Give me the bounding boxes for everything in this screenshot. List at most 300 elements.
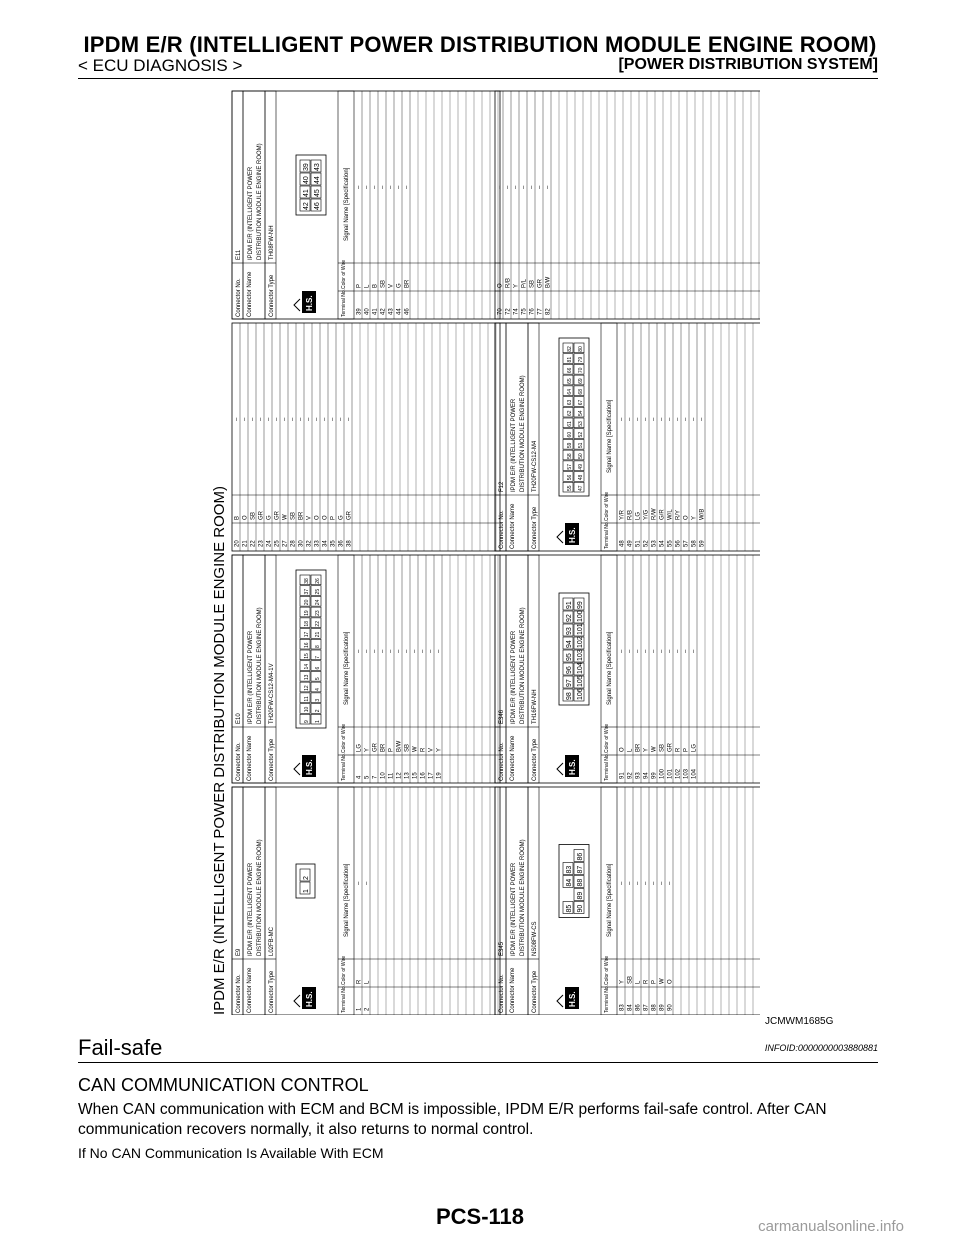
signal-name: – [627, 881, 634, 885]
signal-name: – [404, 649, 411, 653]
signal-name: – [497, 185, 504, 189]
pin-number: 88 [577, 878, 584, 887]
terminal-number: 24 [266, 540, 273, 547]
signal-header: Signal Name [Specification] [344, 631, 350, 705]
wire-color: Y/R [619, 509, 626, 520]
wire-color: L [364, 980, 371, 984]
pin-number: 59 [567, 442, 573, 449]
wire-color: SB [380, 279, 387, 288]
terminal-number: 104 [691, 768, 698, 779]
pin-number: 99 [577, 601, 584, 609]
wire-color: GR [274, 511, 281, 520]
wire-color: Y [691, 515, 698, 520]
connector-name: DISTRIBUTION MODULE ENGINE ROOM) [520, 839, 526, 956]
terminal-number: 15 [412, 772, 419, 779]
pin-number: 51 [578, 442, 584, 449]
wire-color: G/R [659, 509, 666, 520]
signal-name: – [388, 649, 395, 653]
pin-number: 92 [566, 614, 573, 622]
wire-color: BR [635, 743, 642, 752]
connector-field-label: Connector Type [532, 506, 538, 549]
terminal-header: Terminal No. [341, 288, 347, 317]
connector-field-label: Connector No. [499, 974, 505, 1013]
terminal-number: 92 [627, 772, 634, 779]
connector-field-label: Connector Name [510, 503, 516, 549]
signal-header: Signal Name [Specification] [344, 863, 350, 937]
terminal-number: 20 [234, 540, 241, 547]
wire-color: LG [691, 743, 698, 752]
signal-name: – [659, 881, 666, 885]
wire-color: SB [250, 511, 257, 520]
connector-field-label: Connector No. [236, 278, 242, 317]
pin-number: 3 [315, 698, 321, 702]
signal-name: – [356, 881, 363, 885]
signal-header: Signal Name [Specification] [607, 399, 613, 473]
pin-number: 9 [304, 720, 310, 723]
terminal-number: 28 [290, 540, 297, 547]
wire-color: O [497, 283, 504, 288]
wire-color: L [364, 284, 371, 288]
wire-color: W [651, 746, 658, 752]
wire-color: BR [298, 511, 305, 520]
pin-number: 97 [566, 679, 573, 687]
section-title: Fail-safe [78, 1035, 163, 1060]
connector-name: IPDM E/R (INTELLIGENT POWER [248, 166, 254, 260]
connector-type: TH20FW-CS12-M4 [532, 440, 538, 492]
connector-panel-f12 [495, 91, 760, 319]
connector-name: IPDM E/R (INTELLIGENT POWER [511, 862, 517, 956]
pin-number: 96 [566, 666, 573, 674]
pin-number: 105 [577, 675, 584, 687]
pin-number: 100 [577, 610, 584, 622]
terminal-number: 27 [282, 540, 289, 547]
signal-header: Signal Name [Specification] [607, 863, 613, 937]
terminal-number: 30 [298, 540, 305, 547]
pin-number: 24 [315, 599, 321, 606]
signal-name: – [651, 649, 658, 653]
wire-color: W/B [699, 508, 706, 520]
wire-color: V [306, 515, 313, 520]
terminal-number: 46 [404, 308, 411, 315]
connector-name: DISTRIBUTION MODULE ENGINE ROOM) [257, 839, 263, 956]
wire-color: SB [404, 743, 411, 752]
signal-name: – [388, 185, 395, 189]
signal-name: – [643, 649, 650, 653]
hs-badge-icon [294, 755, 316, 777]
terminal-number: 10 [380, 772, 387, 779]
connector-type: NS08FW-CS [532, 921, 538, 956]
terminal-header: Terminal No. [341, 984, 347, 1013]
wire-color: W [659, 978, 666, 984]
signal-name: – [436, 649, 443, 653]
hs-label: H.S. [568, 527, 577, 543]
wire-color: P [330, 515, 337, 520]
hs-label: H.S. [305, 759, 314, 775]
pin-number: 61 [567, 421, 573, 427]
connector-type: L02FB-MC [269, 926, 275, 956]
hs-badge-icon [557, 523, 579, 545]
terminal-number: 2 [364, 1007, 371, 1011]
pin-number: 16 [304, 642, 310, 648]
wire-color: R [420, 747, 427, 752]
wire-color: SB [627, 975, 634, 984]
signal-name: – [338, 417, 345, 421]
connector-field-label: Connector Type [269, 970, 275, 1013]
pin-number: 69 [578, 378, 584, 384]
condition-heading: If No CAN Communication Is Available With ECM [78, 1145, 384, 1161]
connector-name: IPDM E/R (INTELLIGENT POWER [511, 398, 517, 492]
pin-number: 58 [567, 453, 573, 459]
terminal-number: 39 [356, 308, 363, 315]
signal-name: – [404, 185, 411, 189]
wire-color: R/W [651, 508, 658, 520]
connector-field-label: Connector Type [269, 274, 275, 317]
signal-name: – [667, 417, 674, 421]
wire-color: GR [346, 511, 353, 520]
terminal-number: 12 [396, 772, 403, 779]
pin-number: 98 [566, 692, 573, 700]
signal-name: – [537, 185, 544, 189]
pin-number: 19 [304, 610, 310, 616]
color-header: Color of Wire [341, 723, 347, 753]
terminal-number: 25 [274, 540, 281, 547]
signal-name: – [513, 185, 520, 189]
hs-badge-icon [294, 987, 316, 1009]
section-divider [78, 1062, 878, 1063]
signal-name: – [683, 417, 690, 421]
terminal-number: 87 [643, 1004, 650, 1011]
pin-number: 2 [303, 876, 310, 880]
wire-color: BR [404, 279, 411, 288]
wire-color: G [338, 515, 345, 520]
pin-number: 17 [304, 631, 310, 638]
terminal-number: 36 [338, 540, 345, 547]
terminal-number: 94 [643, 772, 650, 779]
pin-number: 50 [578, 453, 584, 459]
signal-name: – [234, 417, 241, 421]
wire-color: L [627, 748, 634, 752]
hs-badge-icon [294, 291, 316, 313]
terminal-number: 93 [635, 772, 642, 779]
wire-color: LG [356, 743, 363, 752]
terminal-number: 5 [364, 775, 371, 779]
pin-number: 101 [577, 623, 584, 635]
pin-number: 21 [315, 631, 321, 638]
connector-field-label: Connector No. [236, 974, 242, 1013]
wire-color: G [396, 283, 403, 288]
header-divider [78, 78, 878, 79]
pin-number: 65 [567, 378, 573, 384]
pin-number: 1 [303, 889, 310, 893]
signal-name: – [699, 417, 706, 421]
terminal-number: 100 [659, 768, 666, 779]
signal-name: – [521, 185, 528, 189]
terminal-number: 86 [635, 1004, 642, 1011]
terminal-number: 52 [643, 540, 650, 547]
pin-number: 89 [577, 891, 584, 900]
hs-label: H.S. [305, 295, 314, 311]
terminal-number: 40 [364, 308, 371, 315]
pin-number: 93 [566, 627, 573, 635]
signal-name: – [322, 417, 329, 421]
signal-name: – [529, 185, 536, 189]
signal-name: – [675, 649, 682, 653]
wire-color: BR [380, 743, 387, 752]
connector-number: F12 [499, 481, 505, 492]
terminal-number: 19 [436, 772, 443, 779]
terminal-number: 82 [545, 308, 552, 315]
wire-color: P [683, 747, 690, 752]
wire-color: Y [436, 747, 443, 752]
terminal-header: Terminal No. [604, 984, 610, 1013]
connector-number: E9 [236, 948, 242, 956]
pin-number: 87 [577, 865, 584, 874]
terminal-number: 49 [627, 540, 634, 547]
hs-badge-icon [557, 755, 579, 777]
pin-number: 48 [578, 474, 584, 481]
connector-field-label: Connector Name [247, 735, 253, 781]
signal-name: – [298, 417, 305, 421]
hs-label: H.S. [568, 759, 577, 775]
color-header: Color of Wire [341, 955, 347, 985]
pin-number: 14 [304, 663, 310, 670]
signal-header: Signal Name [Specification] [344, 167, 350, 241]
pin-number: 53 [578, 421, 584, 427]
signal-header: Signal Name [Specification] [607, 631, 613, 705]
pin-number: 103 [577, 649, 584, 661]
signal-name: – [635, 881, 642, 885]
pin-number: 42 [303, 202, 310, 210]
signal-name: – [250, 417, 257, 421]
pin-number: 56 [567, 474, 573, 481]
footer-watermark: carmanualsonline.info [758, 1218, 904, 1235]
wire-color: SB [290, 511, 297, 520]
terminal-number: 17 [428, 772, 435, 779]
terminal-number: 21 [242, 540, 249, 547]
connector-type: TH08FW-NH [269, 225, 275, 260]
terminal-number: 54 [659, 540, 666, 547]
signal-name: – [627, 649, 634, 653]
pin-number: 20 [304, 599, 310, 606]
wire-color: O [322, 515, 329, 520]
wire-color: V [388, 283, 395, 288]
terminal-number: 41 [372, 308, 379, 315]
signal-name: – [396, 185, 403, 189]
wire-color: B/W [396, 740, 403, 752]
signal-name: – [372, 185, 379, 189]
pin-number: 62 [567, 410, 573, 416]
connector-name: IPDM E/R (INTELLIGENT POWER [248, 862, 254, 956]
pin-number: 23 [315, 610, 321, 616]
terminal-number: 42 [380, 308, 387, 315]
connector-name: IPDM E/R (INTELLIGENT POWER [511, 630, 517, 724]
signal-name: – [619, 881, 626, 885]
pin-number: 12 [304, 685, 310, 691]
connector-panel-e9 [232, 787, 500, 1015]
pin-number: 1 [315, 720, 321, 723]
connector-field-label: Connector Name [247, 271, 253, 317]
wire-color: G [266, 515, 273, 520]
connector-name: DISTRIBUTION MODULE ENGINE ROOM) [520, 607, 526, 724]
signal-name: – [364, 649, 371, 653]
signal-name: – [545, 185, 552, 189]
pin-number: 79 [578, 356, 584, 363]
signal-name: – [691, 649, 698, 653]
terminal-number: 48 [619, 540, 626, 547]
signal-name: – [380, 649, 387, 653]
pin-number: 11 [304, 696, 310, 702]
signal-name: – [627, 417, 634, 421]
signal-name: – [619, 417, 626, 421]
connector-panel-e346 [495, 555, 760, 783]
signal-name: – [428, 649, 435, 653]
pin-number: 6 [315, 666, 321, 670]
terminal-number: 38 [346, 540, 353, 547]
signal-name: – [356, 649, 363, 653]
signal-name: – [643, 881, 650, 885]
pin-number: 5 [315, 677, 321, 681]
signal-name: – [356, 185, 363, 189]
wire-color: V [428, 747, 435, 752]
wire-color: R/B [627, 509, 634, 520]
wire-color: R [675, 747, 682, 752]
terminal-number: 33 [314, 540, 321, 547]
signal-name: – [505, 185, 512, 189]
signal-name: – [330, 417, 337, 421]
signal-name: – [372, 649, 379, 653]
pin-number: 60 [567, 431, 573, 438]
signal-name: – [282, 417, 289, 421]
pin-number: 10 [304, 706, 310, 713]
pin-number: 63 [567, 399, 573, 406]
signal-name: – [306, 417, 313, 421]
pin-number: 40 [303, 176, 310, 184]
page-title: IPDM E/R (INTELLIGENT POWER DISTRIBUTION MODULE ENGINE ROOM) [83, 32, 877, 57]
pin-number: 86 [577, 852, 584, 861]
pin-number: 41 [303, 189, 310, 197]
pin-number: 83 [566, 865, 573, 874]
terminal-number: 83 [619, 1004, 626, 1011]
signal-name: – [412, 649, 419, 653]
pin-number: 8 [315, 645, 321, 648]
signal-name: – [651, 417, 658, 421]
wire-color: P [356, 283, 363, 288]
wire-color: Y [619, 979, 626, 984]
terminal-number: 23 [258, 540, 265, 547]
wire-color: O [683, 515, 690, 520]
wire-color: Y [364, 747, 371, 752]
color-header: Color of Wire [604, 491, 610, 521]
terminal-number: 22 [250, 540, 257, 547]
signal-name: – [651, 881, 658, 885]
wire-color: R [643, 979, 650, 984]
terminal-number: 32 [306, 540, 313, 547]
pin-number: 26 [315, 578, 321, 584]
pin-number: 38 [304, 578, 310, 584]
signal-name: – [667, 881, 674, 885]
terminal-number: 75 [521, 308, 528, 315]
terminal-number: 57 [683, 540, 690, 547]
pin-number: 7 [315, 655, 321, 659]
wire-color: GR [372, 743, 379, 752]
pin-number: 106 [577, 688, 584, 700]
wire-color: Y/G [643, 509, 650, 520]
description-paragraph: When CAN communication with ECM and BCM is impossible, IPDM E/R performs fail-safe control. After CAN communication recovers normally, it also returns to normal control. [78, 1101, 827, 1138]
pin-number: 102 [577, 636, 584, 648]
pin-number: 47 [578, 485, 584, 491]
terminal-number: 16 [420, 772, 427, 779]
hs-label: H.S. [305, 991, 314, 1007]
signal-name: – [635, 417, 642, 421]
pin-number: 80 [578, 346, 584, 352]
connector-panel-e11 [232, 91, 500, 319]
wire-color: GR [667, 743, 674, 752]
pin-number: 4 [315, 688, 321, 691]
wire-color: B/W [545, 276, 552, 288]
pin-number: 81 [567, 356, 573, 363]
connector-panel-f12 [495, 323, 760, 551]
connector-field-label: Connector Name [247, 967, 253, 1013]
pin-number: 67 [578, 399, 584, 406]
pin-number: 57 [567, 464, 573, 470]
pin-number: 52 [578, 431, 584, 438]
pin-number: 68 [578, 389, 584, 395]
signal-name: – [290, 417, 297, 421]
signal-name: – [242, 417, 249, 421]
system-label: [POWER DISTRIBUTION SYSTEM] [618, 56, 878, 73]
info-id: INFOID:0000000003880881 [764, 1043, 878, 1053]
pin-number: 13 [304, 674, 310, 681]
connector-field-label: Connector No. [499, 510, 505, 549]
connector-panel-e10 [232, 323, 500, 551]
signal-name: – [380, 185, 387, 189]
color-header: Color of Wire [604, 723, 610, 753]
wire-color: R/B [505, 277, 512, 288]
connector-number: E11 [236, 249, 242, 260]
signal-name: – [346, 417, 353, 421]
signal-name: – [635, 649, 642, 653]
wire-color: W/L [667, 509, 674, 520]
pin-number: 37 [304, 588, 310, 595]
pin-number: 45 [314, 189, 321, 197]
pin-number: 70 [578, 367, 584, 374]
terminal-number: 102 [675, 768, 682, 779]
wire-color: O [242, 515, 249, 520]
pin-number: 54 [578, 410, 584, 416]
pin-number: 95 [566, 653, 573, 661]
terminal-number: 58 [691, 540, 698, 547]
wire-color: P/L [521, 278, 528, 288]
subsection-title: CAN COMMUNICATION CONTROL [78, 1075, 369, 1095]
signal-name: – [643, 417, 650, 421]
hs-label: H.S. [568, 991, 577, 1007]
wire-color: R/Y [675, 509, 682, 520]
pin-number: 49 [578, 464, 584, 470]
wire-color: Y [643, 747, 650, 752]
terminal-number: 90 [667, 1004, 674, 1011]
connector-field-label: Connector No. [236, 742, 242, 781]
pin-number: 64 [567, 389, 573, 395]
signal-name: – [683, 649, 690, 653]
terminal-number: 72 [505, 308, 512, 315]
signal-name: – [266, 417, 273, 421]
terminal-number: 70 [497, 308, 504, 315]
terminal-number: 59 [699, 540, 706, 547]
pin-number: 22 [315, 621, 321, 627]
terminal-number: 43 [388, 308, 395, 315]
terminal-number: 103 [683, 768, 690, 779]
signal-name: – [691, 417, 698, 421]
